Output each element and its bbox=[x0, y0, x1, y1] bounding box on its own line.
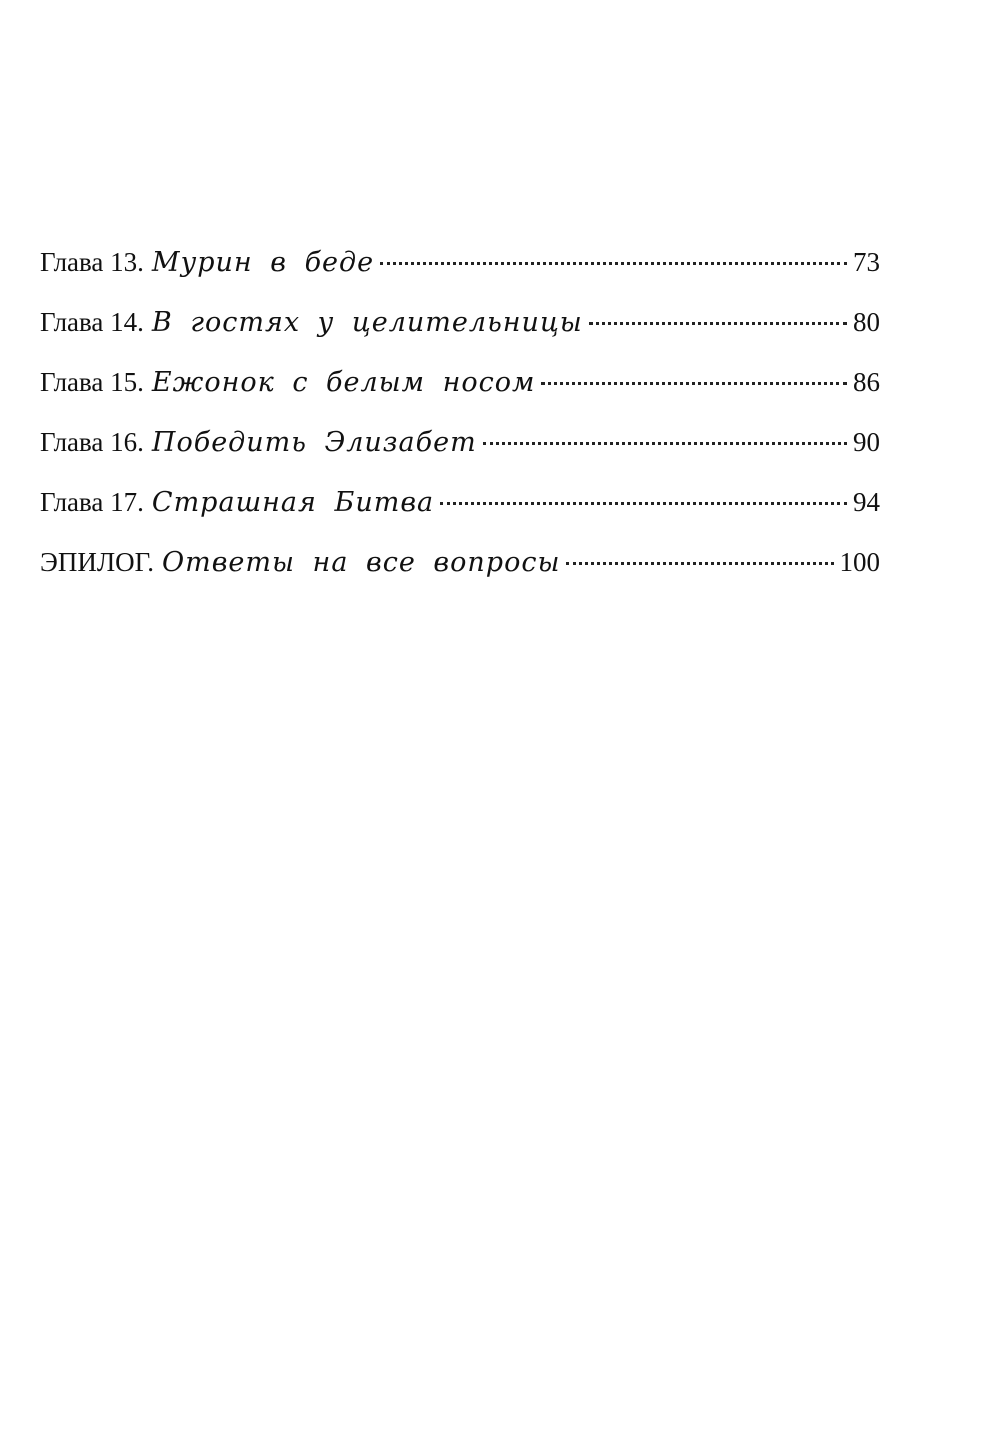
chapter-label: Глава 15. bbox=[40, 367, 144, 397]
page-number: 90 bbox=[853, 427, 880, 457]
chapter-title: Ежонок с белым носом bbox=[151, 367, 536, 398]
chapter-title: Мурин в беде bbox=[151, 247, 375, 278]
chapter-label: Глава 14. bbox=[40, 307, 144, 337]
page-number: 100 bbox=[839, 547, 880, 577]
toc-entry bbox=[40, 232, 880, 292]
chapter-label: Глава 13. bbox=[40, 247, 144, 277]
chapter-title: Страшная Битва bbox=[151, 487, 435, 518]
chapter-label: Глава 16. bbox=[40, 427, 144, 457]
toc-entry bbox=[40, 412, 880, 472]
toc-entry bbox=[40, 532, 880, 592]
dot-leader bbox=[440, 502, 847, 505]
chapter-title: В гостях у целительницы bbox=[151, 307, 583, 338]
toc-entry bbox=[40, 292, 880, 352]
dot-leader bbox=[589, 322, 847, 325]
page-number: 80 bbox=[853, 307, 880, 337]
table-of-contents bbox=[40, 232, 880, 592]
epilogue-title: Ответы на все вопросы bbox=[161, 547, 561, 578]
chapter-label: Глава 17. bbox=[40, 487, 144, 517]
dot-leader bbox=[541, 382, 847, 385]
toc-entry bbox=[40, 352, 880, 412]
toc-entry bbox=[40, 472, 880, 532]
page-number: 86 bbox=[853, 367, 880, 397]
dot-leader bbox=[380, 262, 847, 265]
chapter-title: Победить Элизабет bbox=[151, 427, 477, 458]
page-number: 73 bbox=[853, 247, 880, 277]
epilogue-label: ЭПИЛОГ. bbox=[40, 547, 154, 577]
dot-leader bbox=[483, 442, 847, 445]
dot-leader bbox=[566, 562, 833, 565]
page-number: 94 bbox=[853, 487, 880, 517]
